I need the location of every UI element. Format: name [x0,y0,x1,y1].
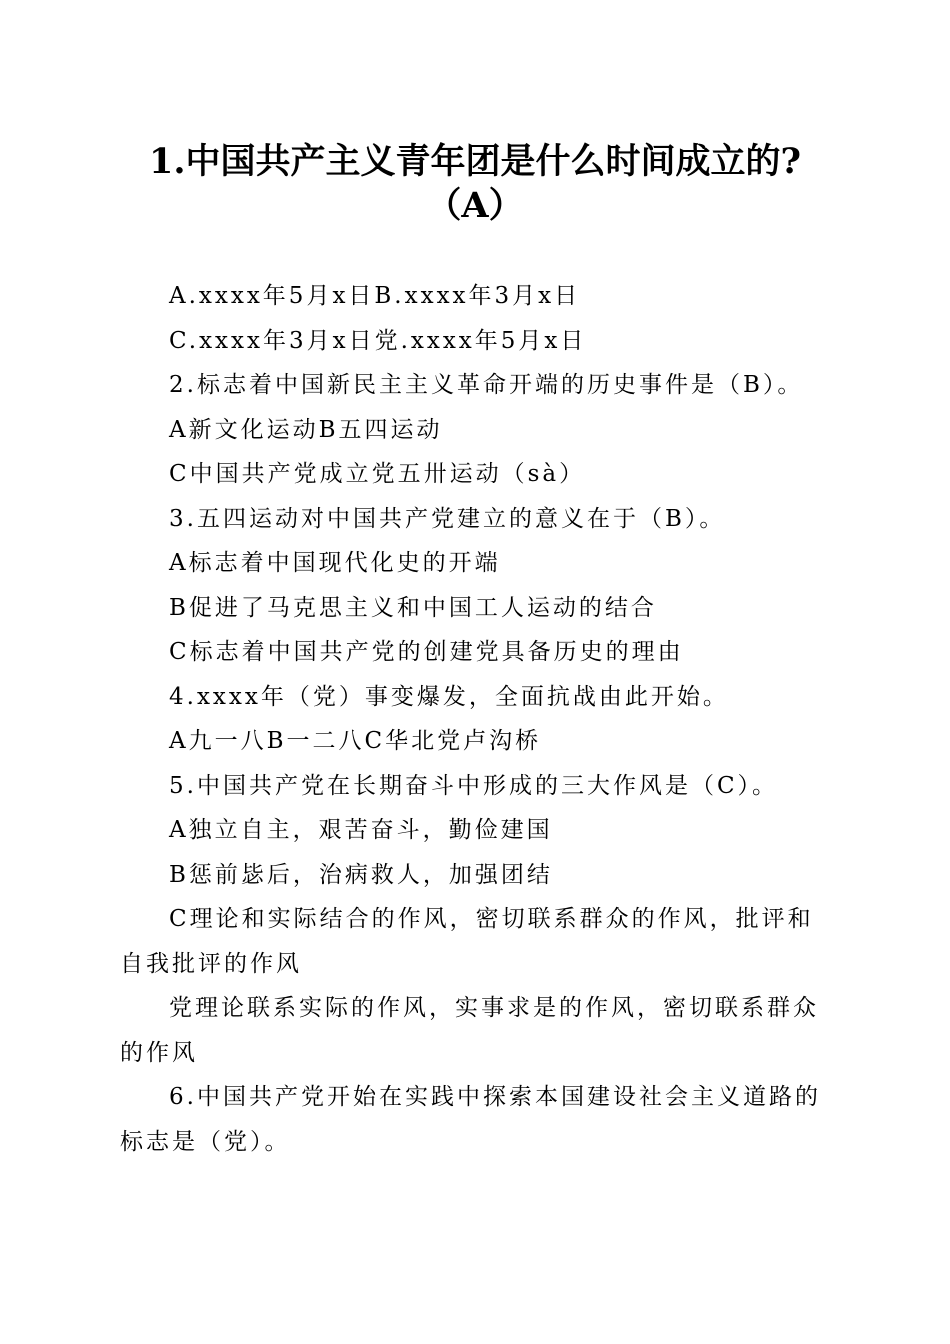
paragraph: 4.xxxx年（党）事变爆发，全面抗战由此开始。 [169,683,729,710]
paragraph: A标志着中国现代化史的开端 [169,550,501,576]
paragraph: B促进了马克思主义和中国工人运动的结合 [169,594,657,621]
paragraph: 6.中国共产党开始在实践中探索本国建设社会主义道路的标志是（党）。 [120,1084,821,1155]
paragraph: C理论和实际结合的作风，密切联系群众的作风，批评和自我批评的作风 [120,906,814,977]
paragraph: A新文化运动B五四运动 [169,416,443,443]
document-body [120,274,832,1164]
question-answer: （A） [426,185,524,226]
paragraph: A.xxxx年5月x日B.xxxx年3月x日 [169,283,581,309]
question-title: 1.中国共产主义青年团是什么时间成立的? [148,141,802,182]
paragraph: A独立自主，艰苦奋斗，勤俭建国 [169,817,553,843]
paragraph: 3.五四运动对中国共产党建立的意义在于（B）。 [169,505,726,532]
paragraph: A九一八B一二八C华北党卢沟桥 [169,728,542,754]
paragraph: 5.中国共产党在长期奋斗中形成的三大作风是（C）。 [169,772,779,799]
paragraph: C标志着中国共产党的创建党具备历史的理由 [169,639,684,665]
paragraph: 党理论联系实际的作风，实事求是的作风，密切联系群众的作风 [120,995,819,1066]
paragraph: C中国共产党成立党五卅运动（sà） [169,461,586,487]
paragraph: C.xxxx年3月x日党.xxxx年5月x日 [169,327,587,354]
paragraph: 2.标志着中国新民主主义革命开端的历史事件是（B）。 [169,372,804,398]
paragraph: B惩前毖后，治病救人，加强团结 [169,861,553,888]
